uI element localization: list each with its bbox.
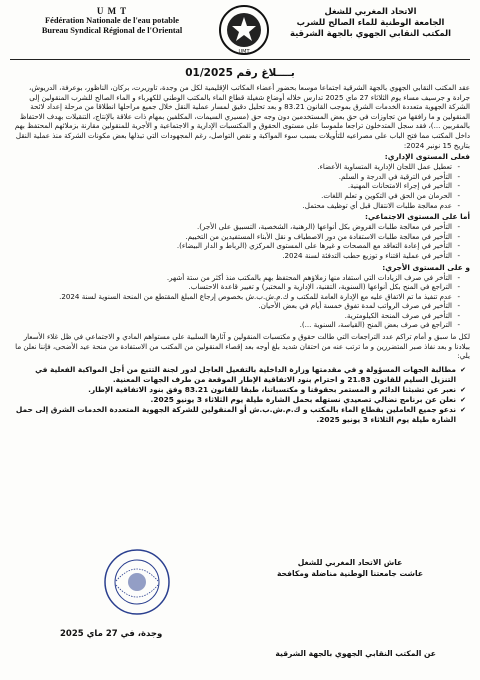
footer-slogans (250, 557, 450, 579)
list-item: - التأخير في عملية اقتناء و توزيع حطب التدفئة لسنة 2024. (10, 251, 460, 261)
letterhead-french (12, 6, 212, 36)
demand-item (10, 395, 466, 405)
list-item: - التأخير في معالجة طلبات الاستفادة من دور الاصطياف و نقل الأبناء المستفيدين من التخييم. (10, 232, 460, 242)
slogan-union: عاش الاتحاد المغربي للشغل (297, 558, 403, 567)
section-title: فعلى المستوى الإداري: (384, 152, 470, 162)
closing-line: لكل ما سبق و أمام تراكم عدد التراجعات التي طالت حقوق و مكتسبات المنقولين و آثارها السلبية على مستواهم (141, 332, 470, 342)
section-title: أما على المستوى الاجتماعي: (365, 212, 470, 222)
list-item: - التأخر في صرف الزيادات التي استفاد منها زملاؤهم المحتفظ بهم بالمكتب منذ أكثر من ستة أشهر. (10, 273, 460, 283)
demand-text: مطالبة الجهات المسؤولة و في مقدمتها وزارة الداخلية بالتفعيل العاجل لدور لجنة التتبع من أجل المواكبة الفعلية في التنزيل السليم للقانون 21.83 و احترام بنود الاتفاقية الإطار الموقعة من طرف الجهات المعنية. (35, 364, 456, 384)
demand-item (10, 385, 466, 395)
demand-item (10, 405, 466, 425)
list-item: - الحرمان من الحق في التكوين و تعلم اللغات. (10, 191, 460, 201)
closing-line: المادي و الاجتماعي في ظل غلاء الأسعار ببلادنا و بعد نفاذ صبر المتضررين و ما ترتب عنه من احتقان شديد بلغ (23, 332, 470, 351)
umt-logo (218, 4, 270, 56)
checkmark-icon: ✔ (460, 365, 466, 374)
letterhead-french-umt: U M T (96, 6, 128, 16)
date-line: وجدة، في 27 ماي 2025 (60, 629, 163, 639)
intro-line: بعض مكونات الشركة منذ عملية النقل بتاريخ 15 نونبر 2024: (15, 130, 470, 150)
list-item: - التأخير في إعادة التعاقد مع المصحات و غيرها على المستوى المركزي (الرباط و الدار البيضاء). (10, 241, 460, 251)
section-title: و على المستوى الأجري: (382, 262, 470, 272)
intro-line: المكتب مما فتح الباب على مصراعيه للتأويلات بسبب سوء المواكبة و نقص التواصل، رغم المجهودات التي تبذلها (126, 130, 453, 140)
intro-line: على مستوى الحقوق و المكتسبات الإدارية و الاجتماعية و الأجرية للمنقولين مقارنة بزملائهم المحتفظ بهم داخل (14, 121, 470, 140)
list-item: - التأخير في صرف المنحة الكيلومترية. (10, 311, 460, 321)
letterhead-french-bureau: Bureau Syndical Régional de l'Oriental (41, 26, 183, 35)
bulletin-title: بــــلاغ رقم 01/2025 (185, 67, 295, 79)
letterhead-arabic-umt: الاتحاد المغربي للشغل (324, 6, 417, 16)
footer (0, 545, 480, 680)
letterhead-french-federation: Fédération Nationale de l'eau potable (45, 16, 179, 25)
demand-text: ندعو جميع العاملين بقطاع الماء بالمكتب و ك.م.ش.ب.ش أو المنقولين للشركة الجهوية المتعددة الخدمات الشرق إلى حمل الشارة طيلة يوم الثلاثاء 3 يونيو 2025. (15, 404, 456, 424)
demand-item (10, 365, 466, 385)
checkmark-icon: ✔ (460, 385, 466, 394)
list-item: - التراجع في المنح بكل أنواعها (السنوية، التقنية، الإدارية و المختبر) و تغيير قاعدة الاحتساب. (10, 282, 460, 292)
list-item: - تعطيل عمل اللجان الإدارية المتساوية الأعضاء. (10, 162, 460, 172)
list-item: - عدم تنفيذ ما تم الاتفاق عليه مع الإدارة العامة للمكتب و ك.م.ش.ب.ش بخصوص إرجاع المبلغ المقتطع من المنحة السنوية لسنة 2024. (10, 292, 460, 302)
slogan-federation: عاشت جامعتنا الوطنية مناضلة ومكافحة (276, 569, 424, 578)
letterhead-arabic-federation: الجامعة الوطنية للماء الصالح للشرب (296, 17, 445, 27)
intro-line: تاوريرت، بركان، الناظور، بوعرفة، الدريوش، جرادة و جرسيف مساء يوم الثلاثاء 27 ماي 2025 تدارس خلاله (29, 83, 470, 102)
list-item: - التراجع في صرف بعض المنح (القياسة، السنوية ...). (10, 320, 460, 330)
checkmark-icon: ✔ (460, 405, 466, 414)
intro-line: مرحلة إعداد لائحة المنقولين و ما رافقها من تجاوزات في حق بعض المستخدمين دون وجه حق (مسيري السيمات، (30, 102, 470, 121)
section-salary (10, 263, 470, 331)
intro-line: عقد المكتب النقابي الجهوي بالجهة الشرقية اجتماعا موسعا بحضور أعضاء المكاتب الإقليمية لكل من وجدة، (157, 83, 470, 92)
demand-text: نعلن عن برنامج نضالي تصعيدي نستهله بحمل الشارة طيلة يوم الثلاثاء 3 يونيو 2025. (150, 394, 456, 404)
letterhead (10, 4, 470, 60)
list-item: - التأخير في معالجة طلبات القروض بكل أنواعها (الرهنية، الشخصية، التسبيق على الأجر). (10, 222, 460, 232)
demand-text: نعبر عن تشبثنا الدائم و المستمر بحقوقنا و مكتسباتنا، طبقا للقانون 83.21 وفق بنود الاتفاقية الإطار. (88, 384, 456, 394)
list-item: - التأخير في الترقية في الدرجة و السلم. (10, 172, 460, 182)
letterhead-arabic (273, 6, 468, 39)
intro-line: الخدمات الشرق بموجب القانون 83.21 و بعد تحليل دقيق لمسار عملية النقل خلال جميع مراحلها انطلاقا من (82, 102, 401, 112)
signature-line: عن المكتب النقابي الجهوي بالجهة الشرقية (275, 649, 436, 658)
closing-line: أوجه بعد إقصاء المنقولين من المكتب من الاستفادة من منحة عيد الأضحى، فإننا نعلن ما يلي: (15, 341, 470, 361)
intro-line: المكلفين بمهام ذات علاقة بالإنتاج، التنقيلات بهدف الاحتفاظ بالمقربين ...)، فقد سجل المتدخلون تراجعا ملموسا (19, 111, 470, 131)
document-body (10, 83, 470, 425)
list-item: - التأخير في صرف الرواتب لمدة تفوق خمسة أيام في بعض الأحيان. (10, 301, 460, 311)
closing-paragraph (10, 332, 470, 361)
intro-line: أوضاع شغيلة قطاع الماء بالمكتب الوطني للكهرباء و الماء الصالح للشرب المنقولين إلى الشركة الجهوية متعددة (29, 92, 470, 112)
intro-paragraph (10, 83, 470, 150)
demands-list (10, 365, 470, 425)
letterhead-arabic-bureau: المكتب النقابي الجهوي بالجهة الشرقية (290, 28, 451, 38)
section-administrative (10, 152, 470, 210)
checkmark-icon: ✔ (460, 395, 466, 404)
logo-text: UMT (238, 49, 250, 55)
list-item: - التأخير في إجراء الامتحانات المهنية. (10, 181, 460, 191)
list-item: - عدم معالجة طلبات الانتقال قبل أي توظيف محتمل. (10, 201, 460, 211)
stamp-seal (102, 547, 172, 617)
section-social (10, 212, 470, 260)
header-divider (10, 59, 470, 60)
